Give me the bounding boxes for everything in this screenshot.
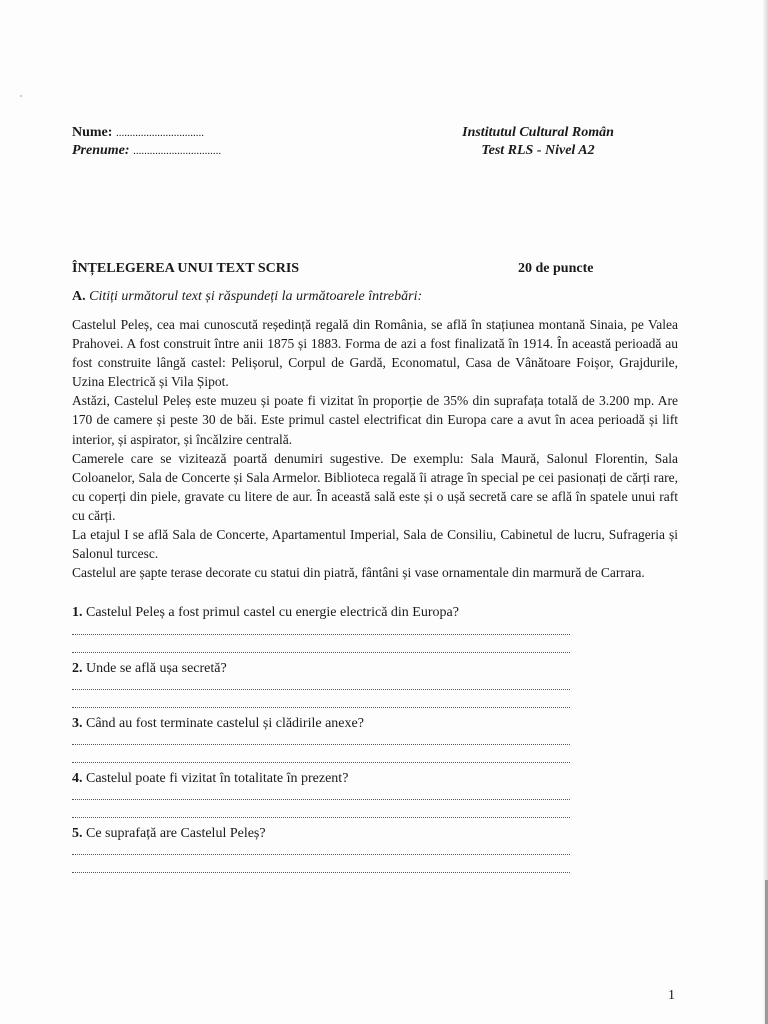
instruction-text: Citiți următorul text și răspundeți la următoarele întrebări:	[89, 289, 423, 304]
passage-paragraph: La etajul I se află Sala de Concerte, Apartamentul Imperial, Sala de Consiliu, Cabinetul de lucru, Sufrageria și Salonul turcesc.	[72, 527, 678, 562]
institution-block	[440, 124, 636, 160]
surname-blank: ................................	[133, 145, 222, 157]
scan-speck	[20, 95, 22, 97]
passage-paragraph: Castelul are șapte terase decorate cu statui din piatră, fântâni și vase ornamentale din marmură de Carrara.	[72, 565, 645, 581]
name-label: Nume:	[72, 125, 113, 140]
answer-line[interactable]	[72, 689, 570, 690]
question-number: 3.	[72, 716, 83, 731]
question-text: Unde se află ușa secretă?	[86, 661, 227, 676]
answer-line[interactable]	[72, 854, 570, 855]
passage-paragraph: Castelul Peleș, cea mai cunoscută reședință regală din România, se află în stațiunea montană Sinaia, pe Valea Prahovei. A fost construit între anii 1875 și 1883. Forma de azi a fost finalizată în 1914. În această perioadă au fost construite lângă castel: Pelișorul, Corpul de Gardă, Economatul, Casa de Vânătoare Foișor, Grajdurile, Uzina Electrică și Vila Șipot.	[72, 317, 678, 390]
passage-paragraph: Camerele care se vizitează poartă denumiri sugestive. De exemplu: Sala Maură, Salonul Florentin, Sala Coloanelor, Sala de Concerte și Sala Armelor. Biblioteca regală îi atrage în special pe cei pasionați de cărți rare, cu coperți din piele, gravate cu litere de aur. În această sală este și o ușă secretă care se află în spatele unui raft cu cărți.	[72, 450, 678, 523]
section-heading	[72, 260, 612, 278]
question-3	[72, 715, 572, 733]
student-info	[72, 124, 221, 160]
name-row	[72, 124, 221, 142]
reading-passage	[72, 315, 678, 582]
instruction	[72, 288, 422, 306]
surname-row	[72, 142, 221, 160]
answer-line[interactable]	[72, 817, 570, 818]
test-title: Test RLS - Nivel A2	[481, 143, 595, 158]
answer-line[interactable]	[72, 634, 570, 635]
question-text: Castelul Peleș a fost primul castel cu energie electrică din Europa?	[86, 605, 459, 620]
question-2	[72, 660, 572, 678]
question-text: Ce suprafață are Castelul Peleș?	[86, 826, 266, 841]
question-number: 1.	[72, 605, 83, 620]
surname-label: Prenume:	[72, 143, 130, 158]
answer-line[interactable]	[72, 744, 570, 745]
answer-line[interactable]	[72, 762, 570, 763]
page-number: 1	[668, 988, 675, 1003]
section-title: ÎNȚELEGEREA UNUI TEXT SCRIS	[72, 261, 300, 276]
institution-name: Institutul Cultural Român	[462, 125, 614, 140]
question-text: Când au fost terminate castelul și clădirile anexe?	[86, 716, 364, 731]
page-edge-shadow	[762, 0, 768, 1024]
question-1	[72, 604, 572, 622]
question-text: Castelul poate fi vizitat în totalitate în prezent?	[86, 771, 349, 786]
answer-line[interactable]	[72, 799, 570, 800]
instruction-letter: A.	[72, 289, 86, 304]
answer-line[interactable]	[72, 872, 570, 873]
question-number: 2.	[72, 661, 83, 676]
question-5	[72, 825, 572, 843]
answer-line[interactable]	[72, 707, 570, 708]
answer-line[interactable]	[72, 652, 570, 653]
name-blank: ................................	[115, 127, 204, 139]
section-points: 20 de puncte	[518, 261, 594, 276]
question-4	[72, 770, 572, 788]
passage-paragraph: Astăzi, Castelul Peleș este muzeu și poate fi vizitat în proporție de 35% din suprafața totală de 3.200 mp. Are 170 de camere și peste 30 de băi. Este primul castel electrificat din Europa care a avut în acea perioadă și lift interior, și aspirator, și încălzire centrală.	[72, 393, 678, 447]
question-number: 5.	[72, 826, 83, 841]
question-number: 4.	[72, 771, 83, 786]
